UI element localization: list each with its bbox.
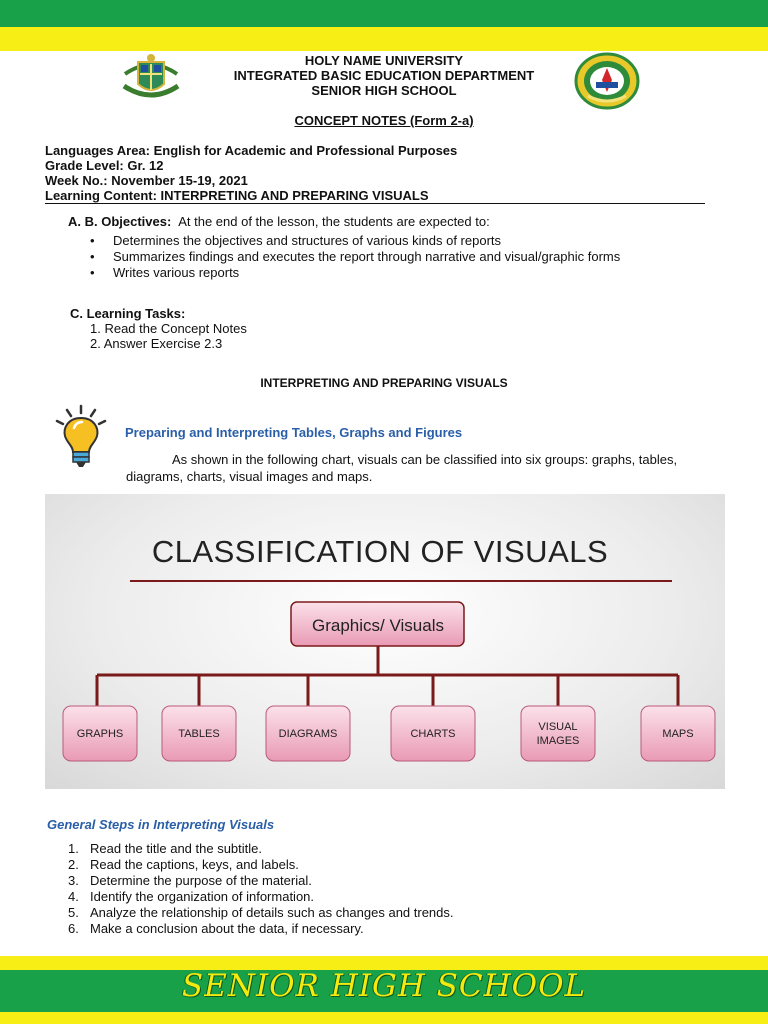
node-label: GRAPHS bbox=[76, 728, 124, 740]
objectives-label: A. B. Objectives: bbox=[68, 214, 172, 229]
node-visual-images bbox=[521, 706, 595, 761]
university-name: HOLY NAME UNIVERSITY bbox=[304, 53, 464, 68]
school-header bbox=[0, 53, 768, 98]
steps-list bbox=[68, 841, 454, 937]
school-name: SENIOR HIGH SCHOOL bbox=[311, 83, 457, 98]
footer-title: SENIOR HIGH SCHOOL bbox=[181, 968, 587, 1004]
lesson-meta bbox=[45, 143, 705, 204]
list-item: 1. Read the Concept Notes bbox=[90, 321, 247, 336]
node-label: MAPS bbox=[662, 728, 694, 740]
objectives-list bbox=[90, 233, 620, 281]
node-label: CHARTS bbox=[410, 728, 456, 740]
section-title: INTERPRETING AND PREPARING VISUALS bbox=[260, 376, 508, 390]
week-number: Week No.: November 15-19, 2021 bbox=[45, 173, 248, 188]
steps-heading: General Steps in Interpreting Visuals bbox=[47, 817, 275, 832]
top-green-band bbox=[0, 0, 768, 27]
list-item: 1. Read the title and the subtitle. bbox=[68, 841, 263, 856]
list-item: 5. Analyze the relationship of details such as changes and trends. bbox=[68, 905, 454, 920]
grade-level: Grade Level: Gr. 12 bbox=[45, 158, 164, 173]
top-yellow-band bbox=[0, 27, 768, 51]
department-name: INTEGRATED BASIC EDUCATION DEPARTMENT bbox=[233, 68, 535, 83]
root-label: Graphics/ Visuals bbox=[312, 616, 444, 635]
lightbulb-icon bbox=[52, 404, 110, 470]
bottom-yellow-strip bbox=[0, 1012, 768, 1024]
list-item: 6. Make a conclusion about the data, if necessary. bbox=[68, 921, 364, 936]
list-item: • Writes various reports bbox=[90, 265, 620, 281]
node-label: DIAGRAMS bbox=[278, 728, 338, 740]
subheading: Preparing and Interpreting Tables, Graphs and Figures bbox=[125, 425, 463, 440]
diagram-title: CLASSIFICATION OF VISUALS bbox=[151, 534, 609, 569]
objectives-line bbox=[68, 214, 490, 229]
node-label: VISUAL IMAGES bbox=[536, 721, 580, 747]
node-label: TABLES bbox=[178, 728, 220, 740]
list-item: 4. Identify the organization of information. bbox=[68, 889, 315, 904]
form-title: CONCEPT NOTES (Form 2-a) bbox=[294, 113, 474, 128]
list-item: • Determines the objectives and structures of various kinds of reports bbox=[90, 233, 620, 249]
list-item: 2. Read the captions, keys, and labels. bbox=[68, 857, 299, 872]
list-item: 2. Answer Exercise 2.3 bbox=[90, 336, 223, 351]
list-item: 3. Determine the purpose of the material. bbox=[68, 873, 312, 888]
intro-paragraph: As shown in the following chart, visuals can be classified into six groups: graphs, tables, diagrams, charts, visual images and maps. bbox=[126, 452, 678, 484]
tasks-label: C. Learning Tasks: bbox=[70, 306, 186, 321]
objectives-intro: At the end of the lesson, the students are expected to: bbox=[178, 214, 490, 229]
learning-tasks bbox=[70, 306, 247, 351]
classification-diagram bbox=[45, 494, 725, 789]
learning-content: Learning Content: INTERPRETING AND PREPARING VISUALS bbox=[45, 188, 705, 204]
languages-area: Languages Area: English for Academic and Professional Purposes bbox=[45, 143, 458, 158]
list-item: • Summarizes findings and executes the report through narrative and visual/graphic forms bbox=[90, 249, 620, 265]
